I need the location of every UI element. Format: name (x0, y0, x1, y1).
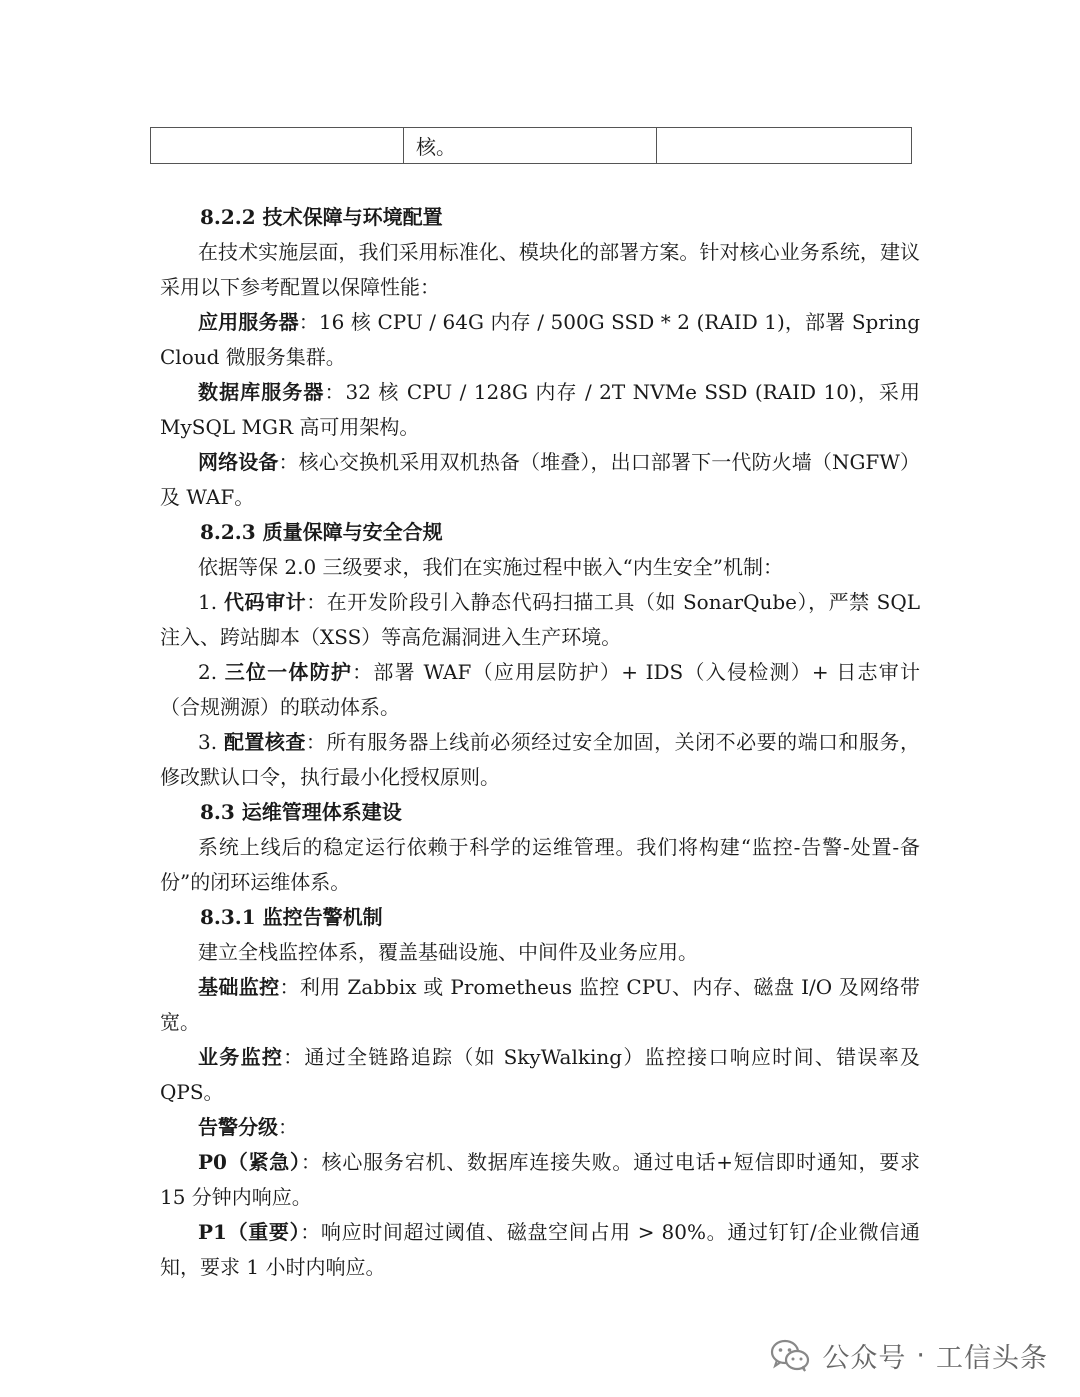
bold-label: 基础监控 (198, 975, 280, 999)
paragraph-text: ：部署 WAF（应用层防护）+ IDS（入侵检测）+ 日志审计（合规溯源）的联动体系。 (160, 660, 921, 719)
list-number: 3. (198, 730, 224, 754)
bold-label: 应用服务器 (198, 310, 299, 334)
paragraph-p0 (160, 1145, 920, 1215)
document-body (160, 200, 920, 1285)
paragraph-text: ：所有服务器上线前必须经过安全加固，关闭不必要的端口和服务，修改默认口令，执行最小化授权原则。 (160, 730, 921, 789)
watermark-name: 工信头条 (936, 1343, 1048, 1374)
bold-label: 三位一体防护 (224, 660, 353, 684)
list-item (160, 585, 920, 655)
watermark (770, 1336, 1048, 1375)
list-item (160, 725, 920, 795)
bold-label: 网络设备 (198, 450, 279, 474)
paragraph-text: ：响应时间超过阈值、磁盘空间占用 > 80%。通过钉钉/企业微信通知，要求 1 小时内响应。 (160, 1220, 920, 1279)
continuation-table (150, 127, 912, 164)
bold-label: 业务监控 (198, 1045, 284, 1069)
wechat-icon (770, 1339, 810, 1373)
bold-label: 告警分级 (198, 1115, 278, 1139)
bold-label: 数据库服务器 (198, 380, 325, 404)
paragraph-text: ：32 核 CPU / 128G 内存 / 2T NVMe SSD (RAID 10)，采用 MySQL MGR 高可用架构。 (160, 380, 921, 439)
table-row (151, 128, 912, 164)
paragraph: 建立全栈监控体系，覆盖基础设施、中间件及业务应用。 (198, 940, 698, 964)
section-heading-8-3-1: 8.3.1 监控告警机制 (200, 905, 383, 929)
table-cell (657, 128, 912, 164)
paragraph-text: ： (278, 1115, 298, 1139)
watermark-prefix: 公众号 (822, 1343, 907, 1374)
table-cell (151, 128, 404, 164)
paragraph-text: ：利用 Zabbix 或 Prometheus 监控 CPU、内存、磁盘 I/O 及网络带宽。 (160, 975, 920, 1034)
paragraph-base-monitor (160, 970, 920, 1040)
table-cell: 核。 (404, 128, 657, 164)
watermark-dot: · (916, 1340, 926, 1371)
paragraph-text: ：核心交换机采用双机热备（堆叠），出口部署下一代防火墙（NGFW）及 WAF。 (160, 450, 920, 509)
list-number: 1. (198, 590, 224, 614)
paragraph: 系统上线后的稳定运行依赖于科学的运维管理。我们将构建“监控-告警-处置-备份”的闭环运维体系。 (160, 835, 920, 894)
paragraph-db-server (160, 375, 920, 445)
paragraph-text: ：16 核 CPU / 64G 内存 / 500G SSD * 2 (RAID 1)，部署 Spring Cloud 微服务集群。 (160, 310, 921, 369)
bold-label: 配置核查 (223, 730, 306, 754)
paragraph-text: ：核心服务宕机、数据库连接失败。通过电话+短信即时通知，要求 15 分钟内响应。 (160, 1150, 920, 1209)
list-number: 2. (198, 660, 225, 684)
paragraph-p1 (160, 1215, 920, 1285)
paragraph: 依据等保 2.0 三级要求，我们在实施过程中嵌入“内生安全”机制： (198, 555, 783, 579)
list-item (160, 655, 920, 725)
paragraph-alert-level (160, 1110, 920, 1145)
section-heading-8-3: 8.3 运维管理体系建设 (200, 800, 402, 824)
paragraph-app-server (160, 305, 920, 375)
paragraph-text: ：通过全链路追踪（如 SkyWalking）监控接口响应时间、错误率及 QPS。 (160, 1045, 920, 1104)
section-heading-8-2-3: 8.2.3 质量保障与安全合规 (200, 520, 443, 544)
section-heading-8-2-2: 8.2.2 技术保障与环境配置 (200, 205, 443, 229)
bold-label: P0（紧急） (198, 1150, 301, 1174)
paragraph-text: ：在开发阶段引入静态代码扫描工具（如 SonarQube），严禁 SQL 注入、跨站脚本（XSS）等高危漏洞进入生产环境。 (160, 590, 921, 649)
bold-label: 代码审计 (224, 590, 307, 614)
bold-label: P1（重要） (198, 1220, 301, 1244)
paragraph-network (160, 445, 920, 515)
paragraph: 在技术实施层面，我们采用标准化、模块化的部署方案。针对核心业务系统，建议采用以下参考配置以保障性能： (160, 240, 920, 299)
paragraph-biz-monitor (160, 1040, 920, 1110)
